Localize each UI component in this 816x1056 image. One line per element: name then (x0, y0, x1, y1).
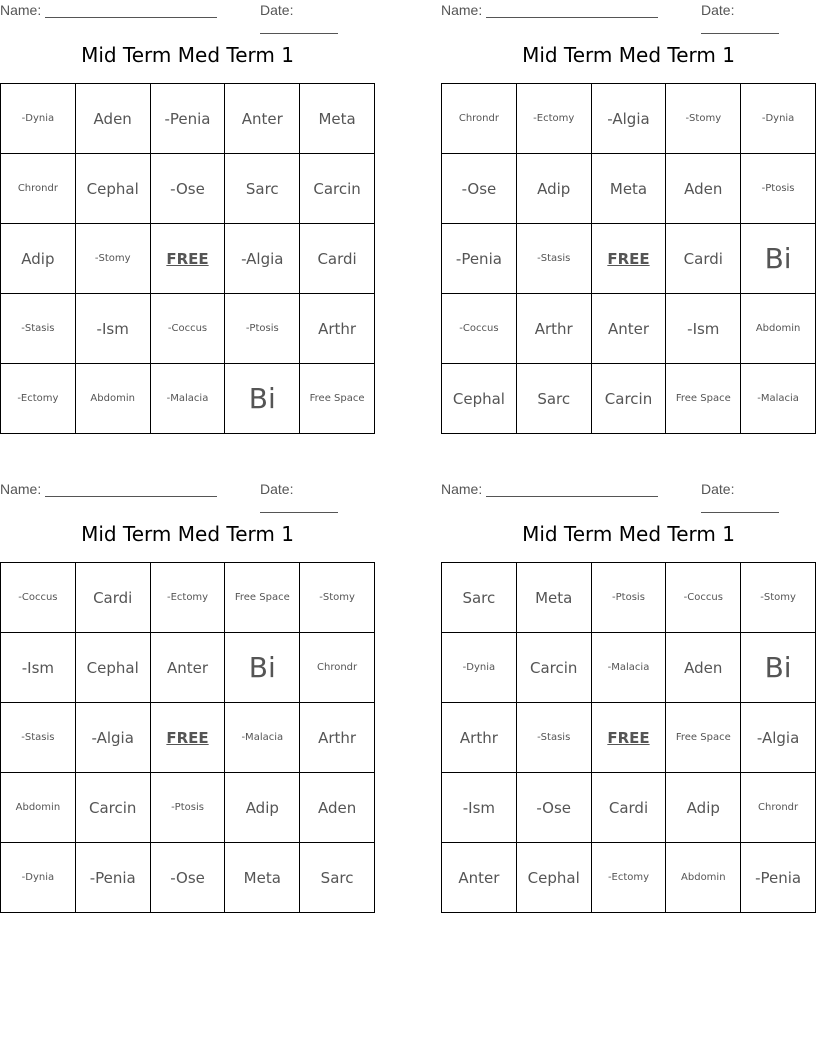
bingo-cell: -Ism (442, 773, 517, 843)
bingo-card (0, 0, 375, 415)
bingo-cell: Cardi (591, 773, 666, 843)
date-field (701, 481, 816, 513)
bingo-cell: Chrondr (300, 633, 375, 703)
bingo-cell: Bi (741, 224, 816, 294)
name-field (0, 2, 217, 18)
bingo-cell: -Coccus (1, 563, 76, 633)
grid-row (442, 364, 816, 434)
bingo-cell: Abdomin (666, 843, 741, 913)
bingo-cell: Free Space (300, 364, 375, 434)
date-field (260, 481, 375, 513)
bingo-cell: -Stasis (1, 703, 76, 773)
name-field (441, 2, 658, 18)
bingo-cell: -Penia (741, 843, 816, 913)
bingo-cell: -Ectomy (516, 84, 591, 154)
bingo-cell: Sarc (516, 364, 591, 434)
grid-row (1, 224, 375, 294)
bingo-cell: Cephal (516, 843, 591, 913)
bingo-cell: Arthr (300, 294, 375, 364)
grid-row (1, 773, 375, 843)
date-label: Date: (260, 481, 294, 497)
bingo-cell: -Algia (75, 703, 150, 773)
bingo-cell: FREE (150, 224, 225, 294)
card-header (0, 479, 375, 501)
bingo-cell: Meta (516, 563, 591, 633)
bingo-cell: -Ectomy (591, 843, 666, 913)
bingo-cell: Abdomin (75, 364, 150, 434)
bingo-cell: -Stasis (516, 224, 591, 294)
grid-row (1, 843, 375, 913)
bingo-cell: -Coccus (666, 563, 741, 633)
date-label: Date: (260, 2, 294, 18)
bingo-cell: -Stomy (666, 84, 741, 154)
bingo-card (0, 479, 375, 887)
bingo-cell: Chrondr (741, 773, 816, 843)
bingo-cell: Free Space (666, 703, 741, 773)
bingo-cell: Aden (75, 84, 150, 154)
bingo-cell: Meta (591, 154, 666, 224)
bingo-cell: -Ptosis (741, 154, 816, 224)
bingo-cell: -Coccus (442, 294, 517, 364)
bingo-cell: -Ose (150, 843, 225, 913)
bingo-cell: Cardi (75, 563, 150, 633)
card-title: Mid Term Med Term 1 (522, 522, 735, 546)
name-label: Name: (441, 481, 483, 497)
date-line (260, 500, 338, 513)
grid-row (1, 703, 375, 773)
bingo-cell: Cephal (442, 364, 517, 434)
grid-row (442, 563, 816, 633)
grid-row (1, 84, 375, 154)
card-header (441, 0, 816, 22)
bingo-grid (441, 562, 816, 913)
bingo-cell: Anter (442, 843, 517, 913)
bingo-cell: Meta (300, 84, 375, 154)
name-line (45, 484, 217, 497)
bingo-cell: Free Space (225, 563, 300, 633)
bingo-cell: Adip (225, 773, 300, 843)
bingo-grid (441, 83, 816, 434)
bingo-cell: -Malacia (225, 703, 300, 773)
bingo-cell: Cardi (300, 224, 375, 294)
date-line (701, 21, 779, 34)
bingo-cell: -Ose (516, 773, 591, 843)
grid-row (1, 364, 375, 434)
bingo-cell: Carcin (516, 633, 591, 703)
bingo-cell: Carcin (75, 773, 150, 843)
bingo-cell: -Coccus (150, 294, 225, 364)
grid-row (1, 154, 375, 224)
bingo-cell: -Ptosis (591, 563, 666, 633)
grid-row (442, 154, 816, 224)
bingo-cell: -Ism (1, 633, 76, 703)
bingo-cell: -Ptosis (150, 773, 225, 843)
bingo-cell: Carcin (300, 154, 375, 224)
grid-row (442, 224, 816, 294)
bingo-cell: -Dynia (741, 84, 816, 154)
bingo-cell: Abdomin (1, 773, 76, 843)
grid-row (442, 84, 816, 154)
grid-row (1, 294, 375, 364)
bingo-grid (0, 562, 375, 913)
date-field (260, 2, 375, 34)
bingo-cell: -Dynia (442, 633, 517, 703)
bingo-cell: Anter (225, 84, 300, 154)
name-line (45, 5, 217, 18)
bingo-cell: -Stomy (741, 563, 816, 633)
name-label: Name: (441, 2, 483, 18)
bingo-cell: Abdomin (741, 294, 816, 364)
bingo-cell: -Algia (741, 703, 816, 773)
bingo-cell: -Malacia (591, 633, 666, 703)
name-field (441, 481, 658, 497)
bingo-cell: -Algia (591, 84, 666, 154)
grid-row (442, 843, 816, 913)
name-label: Name: (0, 2, 42, 18)
bingo-cell: Free Space (666, 364, 741, 434)
date-line (701, 500, 779, 513)
bingo-cell: FREE (591, 224, 666, 294)
bingo-cell: -Stomy (75, 224, 150, 294)
bingo-cell: -Stomy (300, 563, 375, 633)
grid-row (1, 633, 375, 703)
bingo-cell: -Malacia (741, 364, 816, 434)
grid-row (442, 703, 816, 773)
bingo-cell: -Ism (75, 294, 150, 364)
bingo-cell: Adip (516, 154, 591, 224)
name-line (486, 484, 658, 497)
grid-row (1, 563, 375, 633)
bingo-cell: Adip (666, 773, 741, 843)
bingo-cell: Cephal (75, 633, 150, 703)
date-line (260, 21, 338, 34)
bingo-cell: FREE (150, 703, 225, 773)
bingo-cell: -Stasis (1, 294, 76, 364)
name-field (0, 481, 217, 497)
card-header (441, 479, 816, 501)
bingo-cell: Aden (666, 633, 741, 703)
date-field (701, 2, 816, 34)
bingo-cell: Bi (225, 364, 300, 434)
card-title: Mid Term Med Term 1 (81, 43, 294, 67)
bingo-cell: Bi (225, 633, 300, 703)
bingo-cell: Bi (741, 633, 816, 703)
bingo-cell: -Malacia (150, 364, 225, 434)
bingo-cell: Aden (666, 154, 741, 224)
date-label: Date: (701, 2, 735, 18)
bingo-cell: Chrondr (442, 84, 517, 154)
date-label: Date: (701, 481, 735, 497)
bingo-cell: Arthr (442, 703, 517, 773)
bingo-cell: -Ism (666, 294, 741, 364)
card-title: Mid Term Med Term 1 (522, 43, 735, 67)
bingo-cell: -Ptosis (225, 294, 300, 364)
bingo-cell: Arthr (300, 703, 375, 773)
grid-row (442, 773, 816, 843)
bingo-cell: Adip (1, 224, 76, 294)
bingo-card (441, 0, 816, 408)
bingo-cell: Sarc (300, 843, 375, 913)
bingo-cell: Arthr (516, 294, 591, 364)
bingo-cell: -Ectomy (150, 563, 225, 633)
bingo-cell: Carcin (591, 364, 666, 434)
bingo-cell: -Stasis (516, 703, 591, 773)
bingo-cell: Cephal (75, 154, 150, 224)
bingo-cell: -Penia (150, 84, 225, 154)
bingo-cell: FREE (591, 703, 666, 773)
bingo-cell: Cardi (666, 224, 741, 294)
bingo-cell: Aden (300, 773, 375, 843)
bingo-grid (0, 83, 375, 434)
bingo-cell: -Algia (225, 224, 300, 294)
bingo-cell: -Dynia (1, 843, 76, 913)
bingo-cell: Chrondr (1, 154, 76, 224)
bingo-cell: -Penia (75, 843, 150, 913)
bingo-cell: Anter (591, 294, 666, 364)
card-header (0, 0, 375, 22)
bingo-cell: Sarc (225, 154, 300, 224)
card-title: Mid Term Med Term 1 (81, 522, 294, 546)
name-line (486, 5, 658, 18)
bingo-cell: Meta (225, 843, 300, 913)
bingo-cell: -Penia (442, 224, 517, 294)
bingo-cell: -Ose (150, 154, 225, 224)
bingo-cell: -Ectomy (1, 364, 76, 434)
name-label: Name: (0, 481, 42, 497)
grid-row (442, 633, 816, 703)
bingo-cell: -Ose (442, 154, 517, 224)
bingo-cell: Sarc (442, 563, 517, 633)
grid-row (442, 294, 816, 364)
bingo-card (441, 479, 816, 887)
bingo-cell: Anter (150, 633, 225, 703)
bingo-cell: -Dynia (1, 84, 76, 154)
